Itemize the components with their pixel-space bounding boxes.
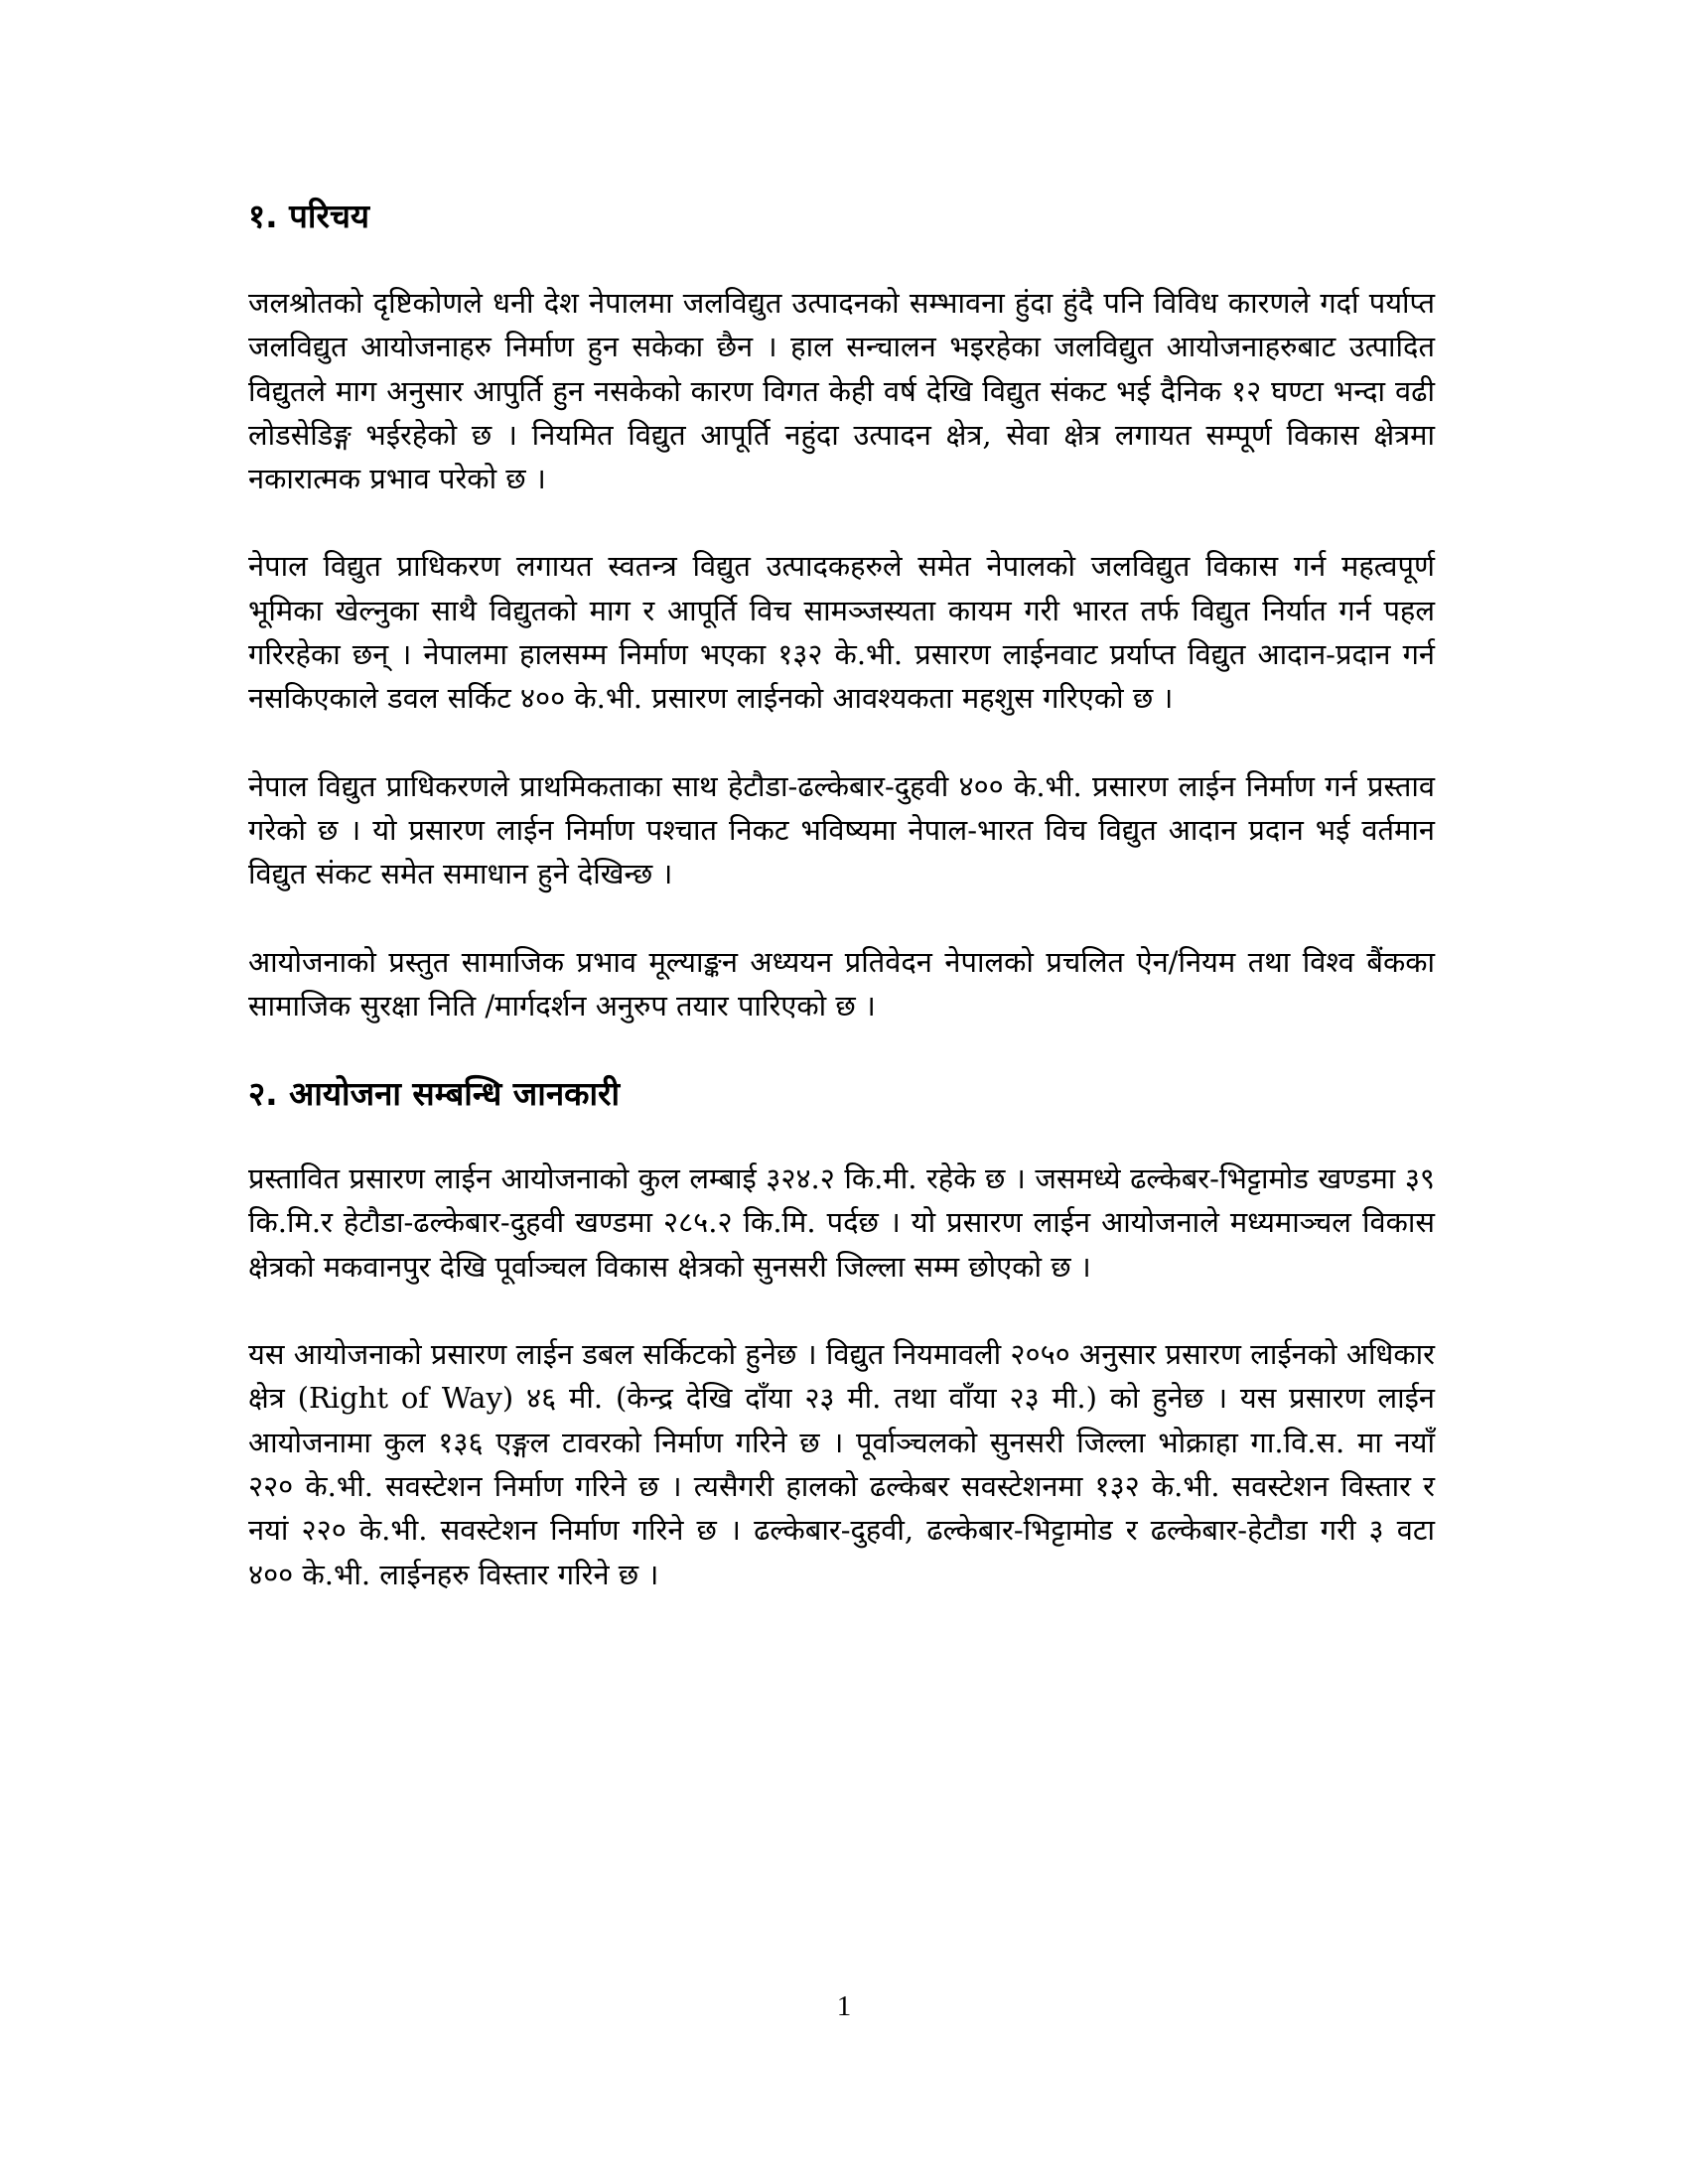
intro-paragraph-4: आयोजनाको प्रस्तुत सामाजिक प्रभाव मूल्याङ्कन अध्ययन प्रतिवेदन नेपालको प्रचलित ऐन/नियम तथा विश्व बैंकका सामाजिक सुरक्षा निति /मार्गदर्शन अनुरुप तयार पारिएको छ ।: [248, 944, 1435, 1023]
project-paragraph-1: प्रस्तावित प्रसारण लाईन आयोजनाको कुल लम्बाई ३२४.२ कि.मी. रहेके छ । जसमध्ये ढल्केबर-भिट्टामोड खण्डमा ३९ कि.मि.र हेटौडा-ढल्केबार-दुहवी खण्डमा २८५.२ कि.मि. पर्दछ । यो प्रसारण लाईन आयोजनाले मध्यमाञ्चल विकास क्षेत्रको मकवानपुर देखि पूर्वाञ्चल विकास क्षेत्रको सुनसरी जिल्ला सम्म छोएको छ ।: [248, 1161, 1435, 1284]
page-number: 1: [836, 1990, 852, 2022]
section-introduction: [248, 194, 1435, 1027]
intro-paragraph-1: जलश्रोतको दृष्टिकोणले धनी देश नेपालमा जलविद्युत उत्पादनको सम्भावना हुंदा हुंदै पनि विविध कारणले गर्दा पर्याप्त जलविद्युत आयोजनाहरु निर्माण हुन सकेका छैन । हाल सन्चालन भइरहेका जलविद्युत आयोजनाहरुबाट उत्पादित विद्युतले माग अनुसार आपुर्ति हुन नसकेको कारण विगत केही वर्ष देखि विद्युत संकट भई दैनिक १२ घण्टा भन्दा वढी लोडसेडिङ्ग भईरहेको छ । नियमित विद्युत आपूर्ति नहुंदा उत्पादन क्षेत्र, सेवा क्षेत्र लगायत सम्पूर्ण विकास क्षेत्रमा नकारात्मक प्रभाव परेको छ ।: [248, 286, 1435, 496]
section-heading-project-information: २. आयोजना सम्बन्धि जानकारी: [248, 1074, 621, 1114]
section-heading-introduction: १. परिचय: [248, 197, 370, 235]
section-project-information: [248, 1071, 1435, 1596]
project-paragraph-2: यस आयोजनाको प्रसारण लाईन डबल सर्किटको हुनेछ । विद्युत नियमावली २०५० अनुसार प्रसारण लाईनको अधिकार क्षेत्र (Right of Way) ४६ मी. (केन्द्र देखि दाँया २३ मी. तथा वाँया २३ मी.) को हुनेछ । यस प्रसारण लाईन आयोजनामा कुल १३६ एङ्गल टावरको निर्माण गरिने छ । पूर्वाञ्चलको सुनसरी जिल्ला भोक्राहा गा.वि.स. मा नयाँ २२० के.भी. सवस्टेशन निर्माण गरिने छ । त्यसैगरी हालको ढल्केबर सवस्टेशनमा १३२ के.भी. सवस्टेशन विस्तार र नयां २२० के.भी. सवस्टेशन निर्माण गरिने छ । ढल्केबार-दुहवी, ढल्केबार-भिट्टामोड र ढल्केबार-हेटौडा गरी ३ वटा ४०० के.भी. लाईनहरु विस्तार गरिने छ ।: [248, 1337, 1435, 1591]
document-page: [248, 194, 1435, 1640]
intro-paragraph-3: नेपाल विद्युत प्राधिकरणले प्राथमिकताका साथ हेटौडा-ढल्केबार-दुहवी ४०० के.भी. प्रसारण लाईन निर्माण गर्न प्रस्ताव गरेको छ । यो प्रसारण लाईन निर्माण पश्चात निकट भविष्यमा नेपाल-भारत विच विद्युत आदान प्रदान भई वर्तमान विद्युत संकट समेत समाधान हुने देखिन्छ ।: [248, 768, 1435, 891]
intro-paragraph-2: नेपाल विद्युत प्राधिकरण लगायत स्वतन्त्र विद्युत उत्पादकहरुले समेत नेपालको जलविद्युत विकास गर्न महत्वपूर्ण भूमिका खेल्नुका साथै विद्युतको माग र आपूर्ति विच सामञ्जस्यता कायम गरी भारत तर्फ विद्युत निर्यात गर्न पहल गरिरहेका छन् । नेपालमा हालसम्म निर्माण भएका १३२ के.भी. प्रसारण लाईनवाट प्रर्याप्त विद्युत आदान-प्रदान गर्न नसकिएकाले डवल सर्किट ४०० के.भी. प्रसारण लाईनको आवश्यकता महशुस गरिएको छ ।: [248, 549, 1435, 716]
